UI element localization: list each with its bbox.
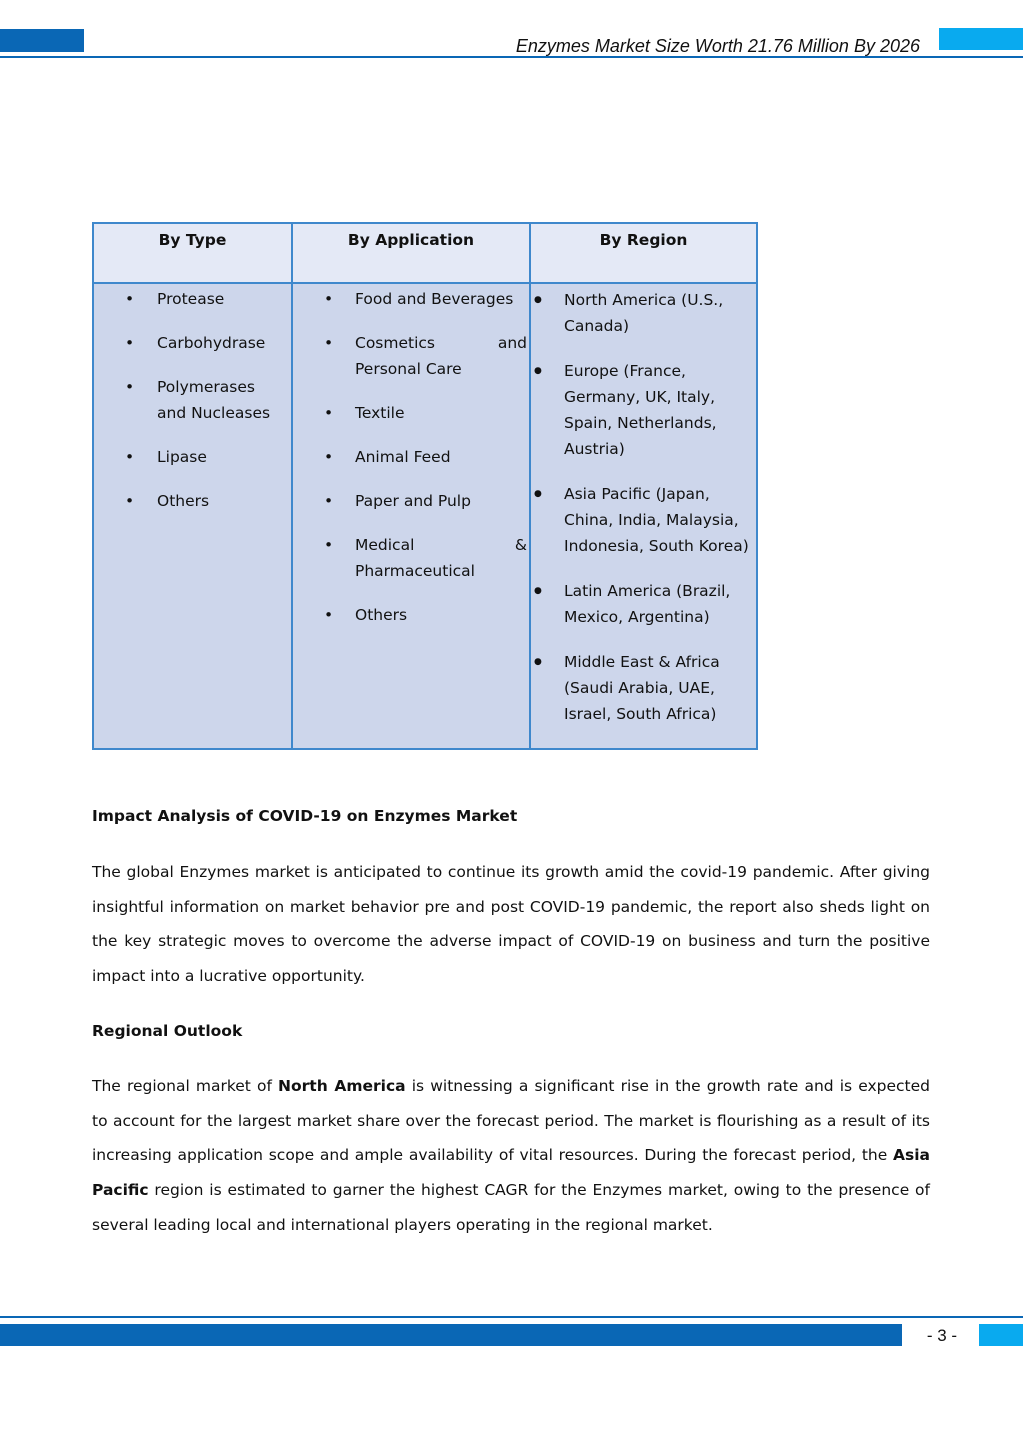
footer-accent-bar xyxy=(0,1324,902,1346)
list-item: • Food and Beverages xyxy=(293,286,529,312)
list-item: • Others xyxy=(293,602,529,628)
list-item-text: Medical & Pharmaceutical xyxy=(355,536,527,580)
type-list xyxy=(94,284,291,514)
list-item: ● Latin America (Brazil, Mexico, Argentina) xyxy=(531,578,756,630)
column-by-application xyxy=(291,224,529,748)
page-number: - 3 - xyxy=(926,1326,958,1345)
header-right-accent-bar xyxy=(939,28,1023,50)
column-by-type xyxy=(94,224,291,748)
list-item: • Animal Feed xyxy=(293,444,529,470)
covid-section-paragraph: The global Enzymes market is anticipated to continue its growth amid the covid-19 pandemic. After giving insightful information on market behavior pre and post COVID-19 pandemic, the report also sheds light on the key strategic moves to overcome the adverse impact of COVID-19 on business and turn the positive impact into a lucrative opportunity. xyxy=(92,863,930,986)
paragraph-text: region is estimated to garner the highest CAGR for the Enzymes market, owing to the presence of several leading local and international players operating in the regional market. xyxy=(92,1181,930,1234)
regional-section-paragraph xyxy=(92,1069,930,1243)
column-heading: By Application xyxy=(293,224,529,284)
region-list xyxy=(531,284,756,727)
paragraph-text: is witnessing a significant rise in the growth rate and is expected to account for the largest market share over the forecast period. The market is flourishing as a result of its increasing application scope and ample availability of vital resources. During the forecast period, the xyxy=(92,1077,930,1165)
footer-rule xyxy=(0,1316,1023,1318)
column-heading: By Region xyxy=(531,224,756,284)
header-rule xyxy=(0,56,1023,58)
list-item: • Textile xyxy=(293,400,529,426)
list-item: ● North America (U.S., Canada) xyxy=(531,287,756,339)
list-item: ● Europe (France, Germany, UK, Italy, Spain, Netherlands, Austria) xyxy=(531,358,756,462)
list-item: ● Asia Pacific (Japan, China, India, Malaysia, Indonesia, South Korea) xyxy=(531,481,756,559)
column-body xyxy=(531,284,756,748)
column-body xyxy=(293,284,529,748)
column-body xyxy=(94,284,291,748)
list-item: • Polymerases and Nucleases xyxy=(94,374,291,426)
list-item: • Paper and Pulp xyxy=(293,488,529,514)
column-heading: By Type xyxy=(94,224,291,284)
regional-section-title: Regional Outlook xyxy=(92,1022,243,1040)
list-item: • Lipase xyxy=(94,444,291,470)
list-item-text: Cosmetics and Personal Care xyxy=(355,334,527,378)
list-item xyxy=(293,330,529,382)
list-item: ● Middle East & Africa (Saudi Arabia, UAE, Israel, South Africa) xyxy=(531,649,756,727)
list-item: • Others xyxy=(94,488,291,514)
header-left-accent-bar xyxy=(0,29,84,52)
list-item: • Protease xyxy=(94,286,291,312)
footer-right-accent-bar xyxy=(979,1324,1023,1346)
column-by-region xyxy=(529,224,756,748)
segmentation-table xyxy=(92,222,758,750)
list-item xyxy=(293,532,529,584)
paragraph-bold-text: North America xyxy=(278,1077,406,1095)
paragraph-bold-text: Asia Pacific xyxy=(92,1146,930,1200)
paragraph-text: The regional market of xyxy=(92,1077,279,1095)
covid-section-title: Impact Analysis of COVID-19 on Enzymes Market xyxy=(92,807,518,825)
list-item: • Carbohydrase xyxy=(94,330,291,356)
application-list xyxy=(293,284,529,628)
header-title: Enzymes Market Size Worth 21.76 Million By 2026 xyxy=(515,36,920,56)
